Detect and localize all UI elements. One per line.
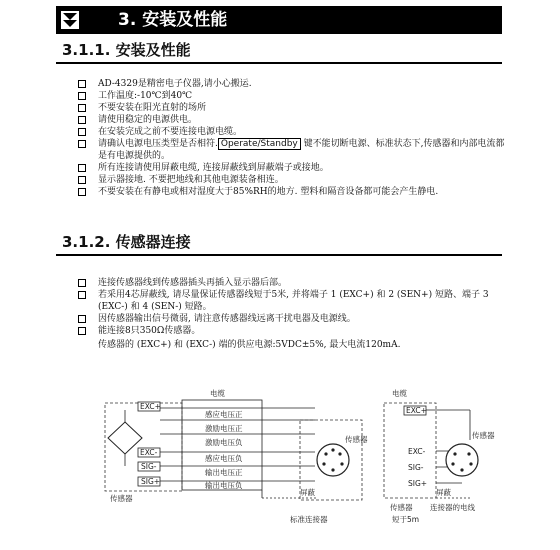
list-item: 不要安装在有静电或相对湿度大于85%RH的地方. 塑料和隔音设备都可能会产生静电. <box>78 186 508 198</box>
wire-label: 感应电压正 <box>205 410 243 419</box>
list-item: 请确认电源电压类型是否相符. Operate/Standby 键不能切断电源、标准状态下,传感器和内部电流都是有电源提供的。 <box>78 138 508 162</box>
bridge-icon <box>108 422 142 454</box>
checkbox-bullet-icon <box>78 164 86 172</box>
checkbox-bullet-icon <box>78 279 86 287</box>
terminal-label: EXC- <box>140 448 158 457</box>
cable-length-note: 短于5m <box>392 515 420 524</box>
section-rule-2 <box>56 254 502 256</box>
sensor-label-right: 传感器 <box>472 431 495 440</box>
terminal-label: EXC+ <box>140 402 161 411</box>
list-item: 若采用4芯屏蔽线, 请尽量保证传感器线短于5米, 并将端子 1 (EXC+) 和 2 (SEN+) 短路、端子 3 (EXC-) 和 4 (SEN-) 短路。 <box>78 289 508 313</box>
checkbox-bullet-icon <box>78 315 86 323</box>
page-title: 3. 安装及性能 <box>118 10 228 30</box>
wire-label: 激励电压正 <box>205 424 243 433</box>
checkbox-bullet-icon <box>78 327 86 335</box>
terminal-label: EXC+ <box>406 406 427 415</box>
list-item: 因传感器输出信号微弱, 请注意传感器线远离干扰电器及电源线。 <box>78 313 508 325</box>
sensor-wiring-diagram <box>0 380 560 550</box>
sensor-label-right-bottom: 传感器 <box>390 503 413 512</box>
section2-list <box>78 277 508 337</box>
list-item: 工作温度:-10℃到40℃ <box>78 90 508 102</box>
list-item: 不要安装在阳光直射的场所 <box>78 102 508 114</box>
section-title-2: 3.1.2. 传感器连接 <box>62 233 191 251</box>
power-supply-note: 传感器的 (EXC+) 和 (EXC-) 端的供应电源:5VDC±5%, 最大电流120mA. <box>98 340 401 350</box>
cable-note-label: 连接器的电线 <box>430 503 475 512</box>
header-bar <box>56 6 502 34</box>
section-rule-1 <box>56 62 502 64</box>
checkbox-bullet-icon <box>78 92 86 100</box>
terminal-label: SIG- <box>408 463 424 472</box>
cable-label: 电缆 <box>210 389 225 398</box>
connector-label: 标准连接器 <box>290 515 328 524</box>
list-item: 显示器接地. 不要把地线和其他电源装备相连。 <box>78 174 508 186</box>
cable-label-right: 电缆 <box>392 389 407 398</box>
list-item: 连接传感器线到传感器插头再插入显示器后部。 <box>78 277 508 289</box>
checkbox-bullet-icon <box>78 80 86 88</box>
list-item: AD-4329是精密电子仪器,请小心搬运. <box>78 78 508 90</box>
connector-sensor-label: 传感器 <box>345 435 368 444</box>
section-title-1: 3.1.1. 安装及性能 <box>62 41 191 59</box>
list-item: 能连接8只350Ω传感器。 <box>78 325 508 337</box>
wire-label: 输出电压正 <box>205 468 243 477</box>
checkbox-bullet-icon <box>78 128 86 136</box>
sensor-label: 传感器 <box>110 494 133 503</box>
operate-standby-key: Operate/Standby <box>218 138 301 150</box>
right-wiring-diagram <box>384 388 495 524</box>
wire-label: 感应电压负 <box>205 454 243 463</box>
checkbox-bullet-icon <box>78 140 86 148</box>
list-item: 所有连接请使用屏蔽电缆, 连接屏蔽线到屏蔽端子或接地。 <box>78 162 508 174</box>
terminal-label: SIG- <box>141 462 157 471</box>
list-item: 请使用稳定的电源供电。 <box>78 114 508 126</box>
checkbox-bullet-icon <box>78 116 86 124</box>
shield-label: 屏蔽 <box>300 488 315 497</box>
checkbox-bullet-icon <box>78 291 86 299</box>
terminal-label: SIG+ <box>408 479 428 488</box>
list-item: 在安装完成之前不要连接电源电缆。 <box>78 126 508 138</box>
shield-label-right: 屏蔽 <box>436 488 451 497</box>
left-wiring-diagram <box>105 388 368 524</box>
download-box-icon <box>59 9 81 31</box>
wire-label: 输出电压负 <box>205 481 243 490</box>
terminal-label: EXC- <box>408 447 426 456</box>
checkbox-bullet-icon <box>78 104 86 112</box>
wire-label: 激励电压负 <box>205 438 243 447</box>
checkbox-bullet-icon <box>78 188 86 196</box>
terminal-label: SIG+ <box>141 477 161 486</box>
section1-list <box>78 78 508 198</box>
checkbox-bullet-icon <box>78 176 86 184</box>
